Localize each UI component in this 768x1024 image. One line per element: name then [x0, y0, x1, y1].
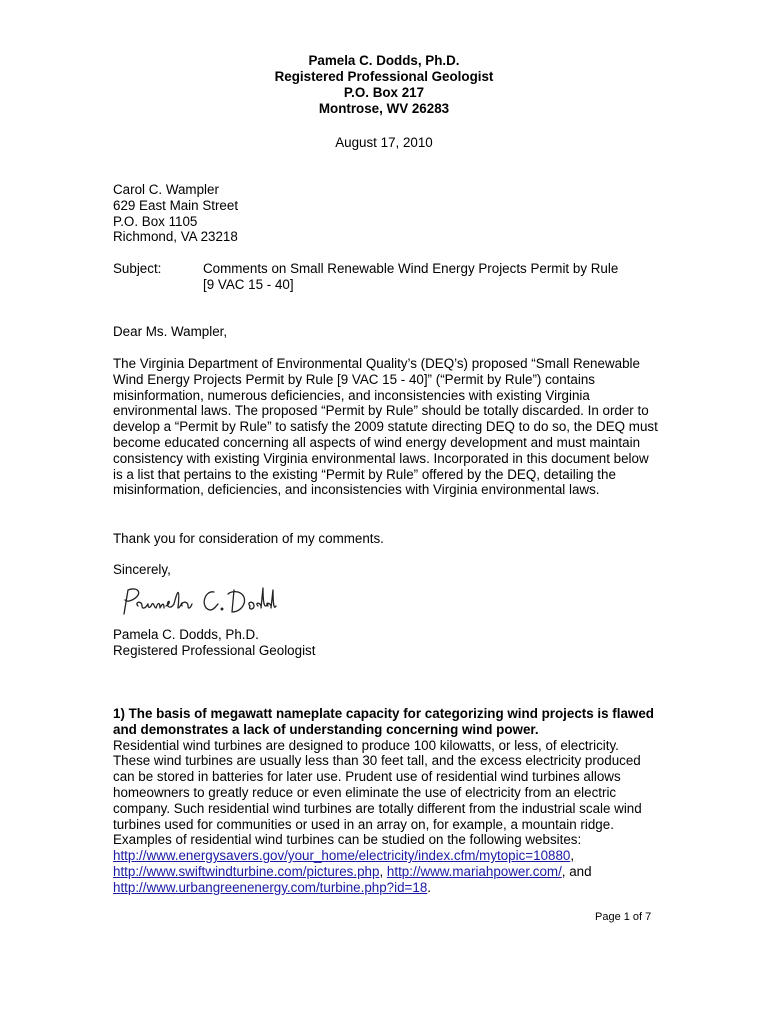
signer-block — [113, 627, 315, 659]
author-title: Registered Professional Geologist — [274, 69, 494, 84]
recipient-city: Richmond, VA 23218 — [113, 229, 238, 245]
handwritten-signature — [118, 582, 278, 622]
link-urbangreenenergy[interactable]: http://www.urbangreenenergy.com/turbine.php?id=18 — [113, 879, 428, 895]
recipient-address — [113, 182, 238, 245]
thanks-line: Thank you for consideration of my comments. — [113, 531, 384, 546]
section-1-heading: 1) The basis of megawatt nameplate capacity for categorizing wind projects is flawed and demonstrates a lack of understanding concerning wind power. — [113, 706, 654, 737]
recipient-name: Carol C. Wampler — [113, 182, 219, 197]
link-separator: , — [570, 848, 575, 864]
link-mariahpower[interactable]: http://www.mariahpower.com/ — [386, 863, 562, 879]
subject-label: Subject: — [113, 261, 162, 276]
link-swiftwindturbine[interactable]: http://www.swiftwindturbine.com/pictures.php — [113, 863, 380, 879]
signer-title: Registered Professional Geologist — [113, 642, 316, 658]
author-city: Montrose, WV 26283 — [318, 101, 450, 116]
signer-name: Pamela C. Dodds, Ph.D. — [113, 627, 259, 642]
link-separator: , and — [561, 863, 592, 879]
recipient-street: 629 East Main Street — [113, 197, 239, 213]
link-energysavers[interactable]: http://www.energysavers.gov/your_home/electricity/index.cfm/mytopic=10880 — [113, 848, 571, 864]
letterhead — [0, 53, 768, 117]
recipient-po-box: P.O. Box 1105 — [113, 213, 198, 229]
author-name: Pamela C. Dodds, Ph.D. — [308, 53, 460, 68]
link-separator: , — [379, 863, 387, 879]
closing: Sincerely, — [113, 562, 171, 577]
letter-date: August 17, 2010 — [335, 135, 433, 150]
salutation: Dear Ms. Wampler, — [113, 324, 228, 339]
author-po-box: P.O. Box 217 — [343, 85, 425, 100]
body-paragraph: The Virginia Department of Environmental Quality’s (DEQ’s) proposed “Small Renewable Wind Energy Projects Permit by Rule [9 VAC 15 - 40]” (“Permit by Rule”) contains misinformation, numerous deficiencies, and inconsistencies with existing Virginia environmental laws. The proposed “Permit by Rule” should be totally discarded. In order to develop a “Permit by Rule” to satisfy the 2009 statute directing DEQ to do so, the DEQ must become educated concerning all aspects of wind energy development and must maintain consistency with existing Virginia environmental laws. Incorporated in this document below is a list that pertains to the existing “Permit by Rule” offered by the DEQ, detailing the misinformation, deficiencies, and inconsistencies with Virginia environmental laws. — [113, 356, 658, 498]
section-1 — [113, 706, 658, 896]
subject-text: Comments on Small Renewable Wind Energy Projects Permit by Rule [9 VAC 15 - 40] — [203, 261, 619, 292]
page-number: Page 1 of 7 — [595, 911, 652, 923]
section-1-text: Residential wind turbines are designed to produce 100 kilowatts, or less, of electricity. These wind turbines are usually less than 30 feet tall, and the excess electricity produced can be stored in batteries for later use. Prudent use of residential wind turbines allows homeowners to greatly reduce or even eliminate the use of electricity from an electric company. Such residential wind turbines are totally different from the industrial scale wind turbines used for communities or used in an array on, for example, a mountain ridge. Examples of residential wind turbines can be studied on the following websites: — [113, 737, 642, 848]
section-1-end: . — [427, 879, 431, 895]
